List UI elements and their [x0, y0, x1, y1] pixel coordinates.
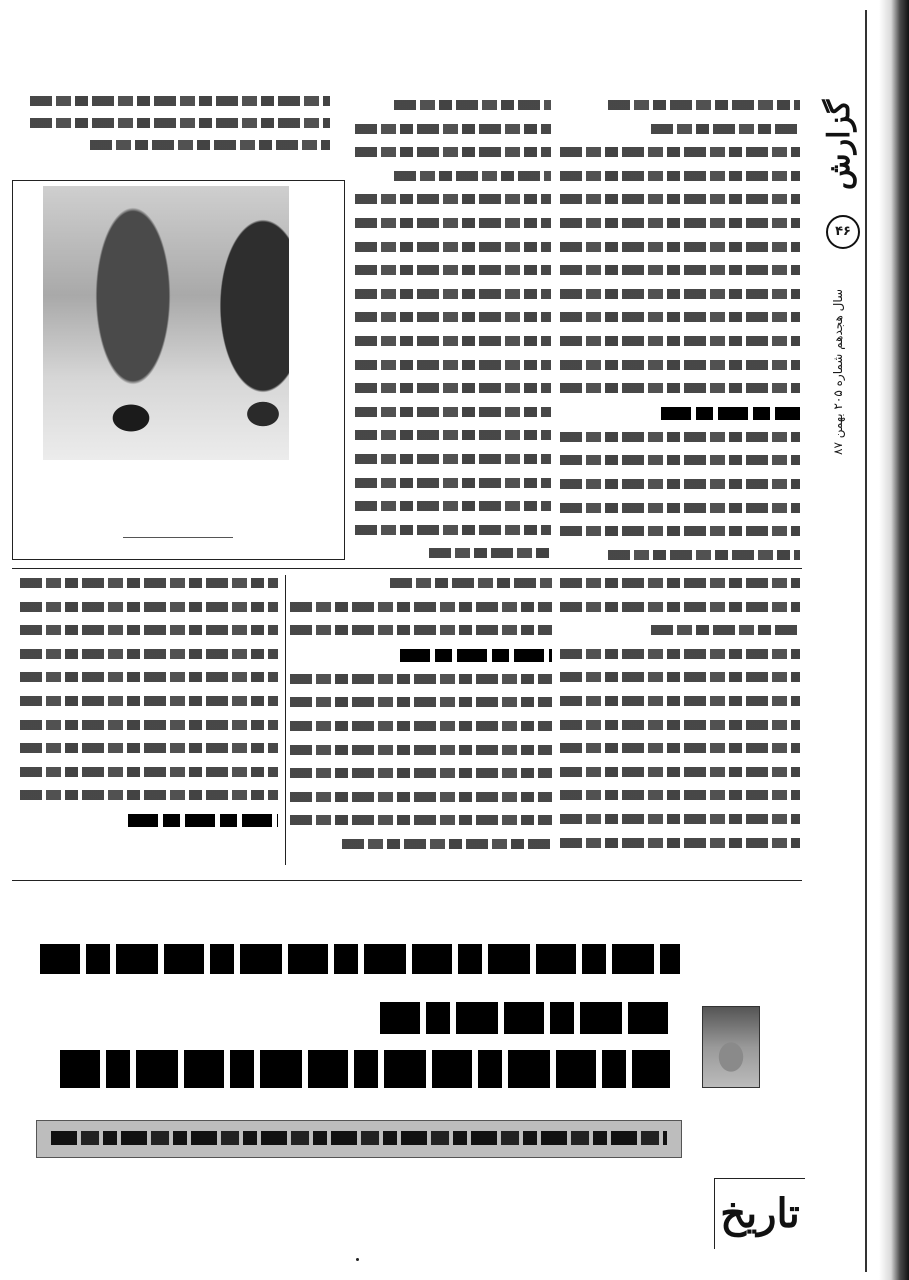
text-line [355, 407, 551, 417]
text-line [355, 383, 551, 393]
magazine-logo: گزارش [822, 99, 857, 190]
text-line [429, 548, 551, 558]
text-line [560, 289, 800, 299]
author-byline [640, 940, 700, 954]
text-line [560, 649, 800, 659]
text-line [560, 578, 800, 588]
section-divider [12, 880, 802, 881]
text-line [390, 578, 552, 588]
photo-top-caption [30, 96, 330, 166]
text-line [355, 124, 551, 134]
text-line [290, 815, 552, 825]
lede-bar [36, 1120, 682, 1158]
text-line [560, 602, 800, 612]
text-line [560, 242, 800, 252]
text-line [560, 503, 800, 513]
text-column-left-lower [20, 578, 278, 878]
text-line [20, 625, 278, 635]
text-line [290, 768, 552, 778]
column-divider-vertical [285, 575, 286, 865]
text-column-right-lower [560, 578, 800, 878]
text-line [20, 672, 278, 682]
text-line [560, 383, 800, 393]
text-line [394, 171, 551, 181]
text-line [560, 743, 800, 753]
text-line [30, 118, 330, 128]
text-line [560, 336, 800, 346]
text-line [560, 432, 800, 442]
text-line [355, 478, 551, 488]
text-line [608, 550, 800, 560]
text-line [355, 242, 551, 252]
text-line [560, 312, 800, 322]
text-line [355, 312, 551, 322]
subheading [661, 407, 800, 420]
text-line [30, 96, 330, 106]
text-line [290, 697, 552, 707]
text-line [355, 430, 551, 440]
text-line [608, 100, 800, 110]
text-line [90, 140, 330, 150]
headline-line-1 [40, 944, 680, 974]
subheading [400, 649, 552, 662]
text-line [355, 336, 551, 346]
text-column-right [560, 100, 800, 570]
author-name [696, 966, 792, 1002]
text-line [355, 265, 551, 275]
text-line [651, 625, 800, 635]
text-line [290, 745, 552, 755]
text-line [560, 526, 800, 536]
text-line [560, 171, 800, 181]
text-column-middle-lower [290, 578, 552, 878]
text-line [20, 649, 278, 659]
text-line [560, 767, 800, 777]
text-line [355, 218, 551, 228]
text-line [355, 194, 551, 204]
column-divider [12, 568, 802, 569]
text-line [651, 124, 800, 134]
text-line [560, 838, 800, 848]
text-line [560, 147, 800, 157]
text-line [560, 265, 800, 275]
text-line [355, 147, 551, 157]
text-line [560, 814, 800, 824]
text-line [290, 721, 552, 731]
page-number: ۴۶ [826, 215, 860, 249]
photo-caption [19, 479, 335, 499]
text-line [355, 501, 551, 511]
text-line [560, 672, 800, 682]
text-line [560, 455, 800, 465]
text-line [560, 720, 800, 730]
text-line [20, 743, 278, 753]
text-line [560, 696, 800, 706]
historical-photo [43, 186, 289, 460]
text-line [355, 360, 551, 370]
text-line [342, 839, 552, 849]
text-line [560, 194, 800, 204]
text-line [394, 100, 551, 110]
text-column-middle [355, 100, 551, 570]
text-line [355, 525, 551, 535]
section-logo: تاریخ [714, 1178, 805, 1249]
text-line [560, 218, 800, 228]
text-line [20, 767, 278, 777]
text-line [355, 454, 551, 464]
text-line [20, 696, 278, 706]
text-line [560, 790, 800, 800]
text-line [290, 625, 552, 635]
headline-line-2 [380, 1002, 670, 1034]
text-line [290, 674, 552, 684]
text-line [560, 360, 800, 370]
headline-line-3 [60, 1050, 670, 1088]
text-line [20, 790, 278, 800]
lede-text [51, 1131, 667, 1145]
text-line [290, 792, 552, 802]
subheading [128, 814, 278, 827]
scan-edge [879, 0, 909, 1280]
running-header [812, 40, 872, 1260]
text-line [20, 602, 278, 612]
text-line [560, 479, 800, 489]
page-dot [356, 1258, 359, 1261]
author-box [696, 966, 796, 1086]
author-photo [702, 1006, 760, 1088]
issue-line: سال هجدهم شماره ۲۰۵ بهمن ۸۷ [831, 288, 845, 455]
text-line [20, 578, 278, 588]
photo-frame [12, 180, 345, 560]
text-line [290, 602, 552, 612]
text-line [355, 289, 551, 299]
text-line [20, 720, 278, 730]
photo-credit [123, 519, 233, 538]
